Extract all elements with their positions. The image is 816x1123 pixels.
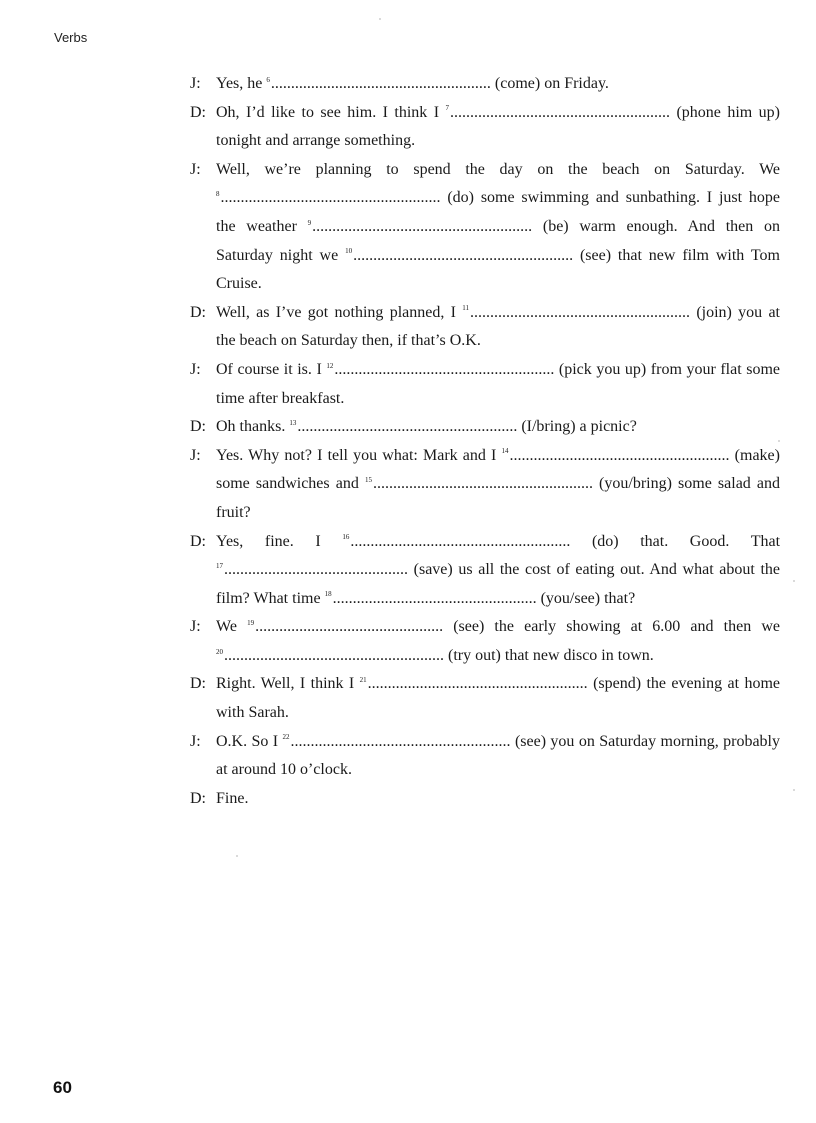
text-segment: .............................................. (save) us all the cost of eating out. And what about the film? What time xyxy=(216,561,780,607)
gap-number: 7 xyxy=(445,104,450,113)
dialogue-turn xyxy=(190,70,780,99)
dialogue-turn xyxy=(190,156,780,299)
speaker-label: J: xyxy=(190,446,201,464)
speaker-label: J: xyxy=(190,360,201,378)
gap-number: 10 xyxy=(345,247,353,256)
text-segment: ....................................................... (pick you up) from your flat some time after breakfast. xyxy=(216,360,780,407)
gap-number: 21 xyxy=(359,676,367,685)
text-segment: Well, we’re planning to spend the day on the beach on Saturday. We xyxy=(216,160,780,178)
dialogue-turn xyxy=(190,670,780,727)
dialogue-turn xyxy=(190,99,780,156)
dialogue-turn xyxy=(190,785,780,814)
text-segment: Fine. xyxy=(216,789,249,807)
dialogue-turn xyxy=(190,728,780,785)
text-segment: ....................................................... (see) you on Saturday morning, probably at around 10 o’clock. xyxy=(216,732,780,779)
text-segment: ....................................................... (spend) the evening at home with Sarah. xyxy=(216,675,780,722)
dialogue-turn xyxy=(190,442,780,528)
dialogue-turn xyxy=(190,356,780,413)
text-segment: ....................................................... (do) some swimming and sunbathing. I just hope the weather xyxy=(216,189,780,235)
gap-number: 14 xyxy=(501,447,509,456)
text-segment: Yes, he xyxy=(216,75,267,92)
dialogue-text xyxy=(216,413,780,442)
speaker-label: J: xyxy=(190,618,201,636)
speaker-label: D: xyxy=(190,675,206,693)
scan-speck xyxy=(793,789,795,791)
speaker-label: D: xyxy=(190,532,206,550)
gap-number: 18 xyxy=(324,590,332,599)
dialogue-text xyxy=(216,670,780,727)
text-segment: Yes. Why not? I tell you what: Mark and I xyxy=(216,446,502,464)
gap-number: 8 xyxy=(216,190,220,199)
text-segment: Well, as I’ve got nothing planned, I xyxy=(216,303,463,321)
text-segment: ....................................................... (come) on Friday. xyxy=(270,75,609,92)
section-header: Verbs xyxy=(54,30,88,45)
dialogue-text xyxy=(216,70,780,99)
speaker-label: D: xyxy=(190,418,206,436)
scan-speck xyxy=(778,440,780,442)
text-segment: ....................................................... (I/bring) a picnic? xyxy=(297,418,637,436)
text-segment: ....................................................... (try out) that new disco in town. xyxy=(224,646,654,664)
dialogue-text xyxy=(216,442,780,528)
dialogue-text xyxy=(216,785,780,814)
speaker-label: J: xyxy=(190,75,201,92)
speaker-label: D: xyxy=(190,103,206,121)
text-segment: Oh thanks. xyxy=(216,418,290,436)
dialogue-text xyxy=(216,99,780,156)
text-segment: Oh, I’d like to see him. I think I xyxy=(216,103,446,121)
gap-number: 17 xyxy=(216,561,223,570)
dialogue-turn xyxy=(190,528,780,614)
page-number: 60 xyxy=(53,1078,72,1097)
text-segment: ................................................... (you/see) that? xyxy=(332,589,636,607)
text-segment: O.K. So I xyxy=(216,732,283,750)
gap-number: 15 xyxy=(364,475,372,484)
text-segment: ....................................................... (you/bring) some salad and fruit? xyxy=(216,475,780,521)
dialogue-turn xyxy=(190,413,780,442)
text-segment: ....................................................... (see) that new film with Tom Cruise. xyxy=(216,246,780,293)
dialogue-text xyxy=(216,299,780,356)
speaker-label: D: xyxy=(190,789,206,807)
gap-number: 11 xyxy=(462,304,470,313)
dialogue-text xyxy=(216,528,780,614)
dialogue-text xyxy=(216,728,780,785)
text-segment: Of course it is. I xyxy=(216,360,327,378)
gap-number: 20 xyxy=(216,647,223,656)
gap-number: 9 xyxy=(307,218,312,227)
gap-number: 19 xyxy=(247,618,255,627)
dialogue-turn xyxy=(190,299,780,356)
text-segment: ....................................................... (make) some sandwiches and xyxy=(216,446,780,493)
exercise-dialogue xyxy=(190,70,780,813)
speaker-label: J: xyxy=(190,732,201,750)
text-segment: Yes, fine. I xyxy=(216,532,343,550)
dialogue-text xyxy=(216,156,780,299)
dialogue-turn xyxy=(190,613,780,670)
gap-number: 6 xyxy=(266,75,270,84)
scan-speck xyxy=(793,580,795,582)
text-segment: ....................................................... (do) that. Good. That xyxy=(350,532,781,550)
speaker-label: J: xyxy=(190,160,201,178)
text-segment: Right. Well, I think I xyxy=(216,675,360,693)
dialogue-text xyxy=(216,356,780,413)
text-segment: ....................................................... (join) you at the beach on Saturday then, if that’s O.K. xyxy=(216,303,781,350)
text-segment: ............................................... (see) the early showing at 6.00 and then we xyxy=(255,618,781,636)
gap-number: 22 xyxy=(282,733,290,742)
gap-number: 12 xyxy=(326,361,334,370)
gap-number: 13 xyxy=(289,418,297,427)
text-segment: ....................................................... (phone him up) tonight and arrange something. xyxy=(216,103,780,150)
scan-speck xyxy=(236,855,238,857)
gap-number: 16 xyxy=(342,533,350,542)
dialogue-text xyxy=(216,613,780,670)
speaker-label: D: xyxy=(190,303,206,321)
text-segment: We xyxy=(216,618,248,636)
scan-speck xyxy=(379,18,381,20)
text-segment: ....................................................... (be) warm enough. And then on Saturday night we xyxy=(216,217,780,264)
